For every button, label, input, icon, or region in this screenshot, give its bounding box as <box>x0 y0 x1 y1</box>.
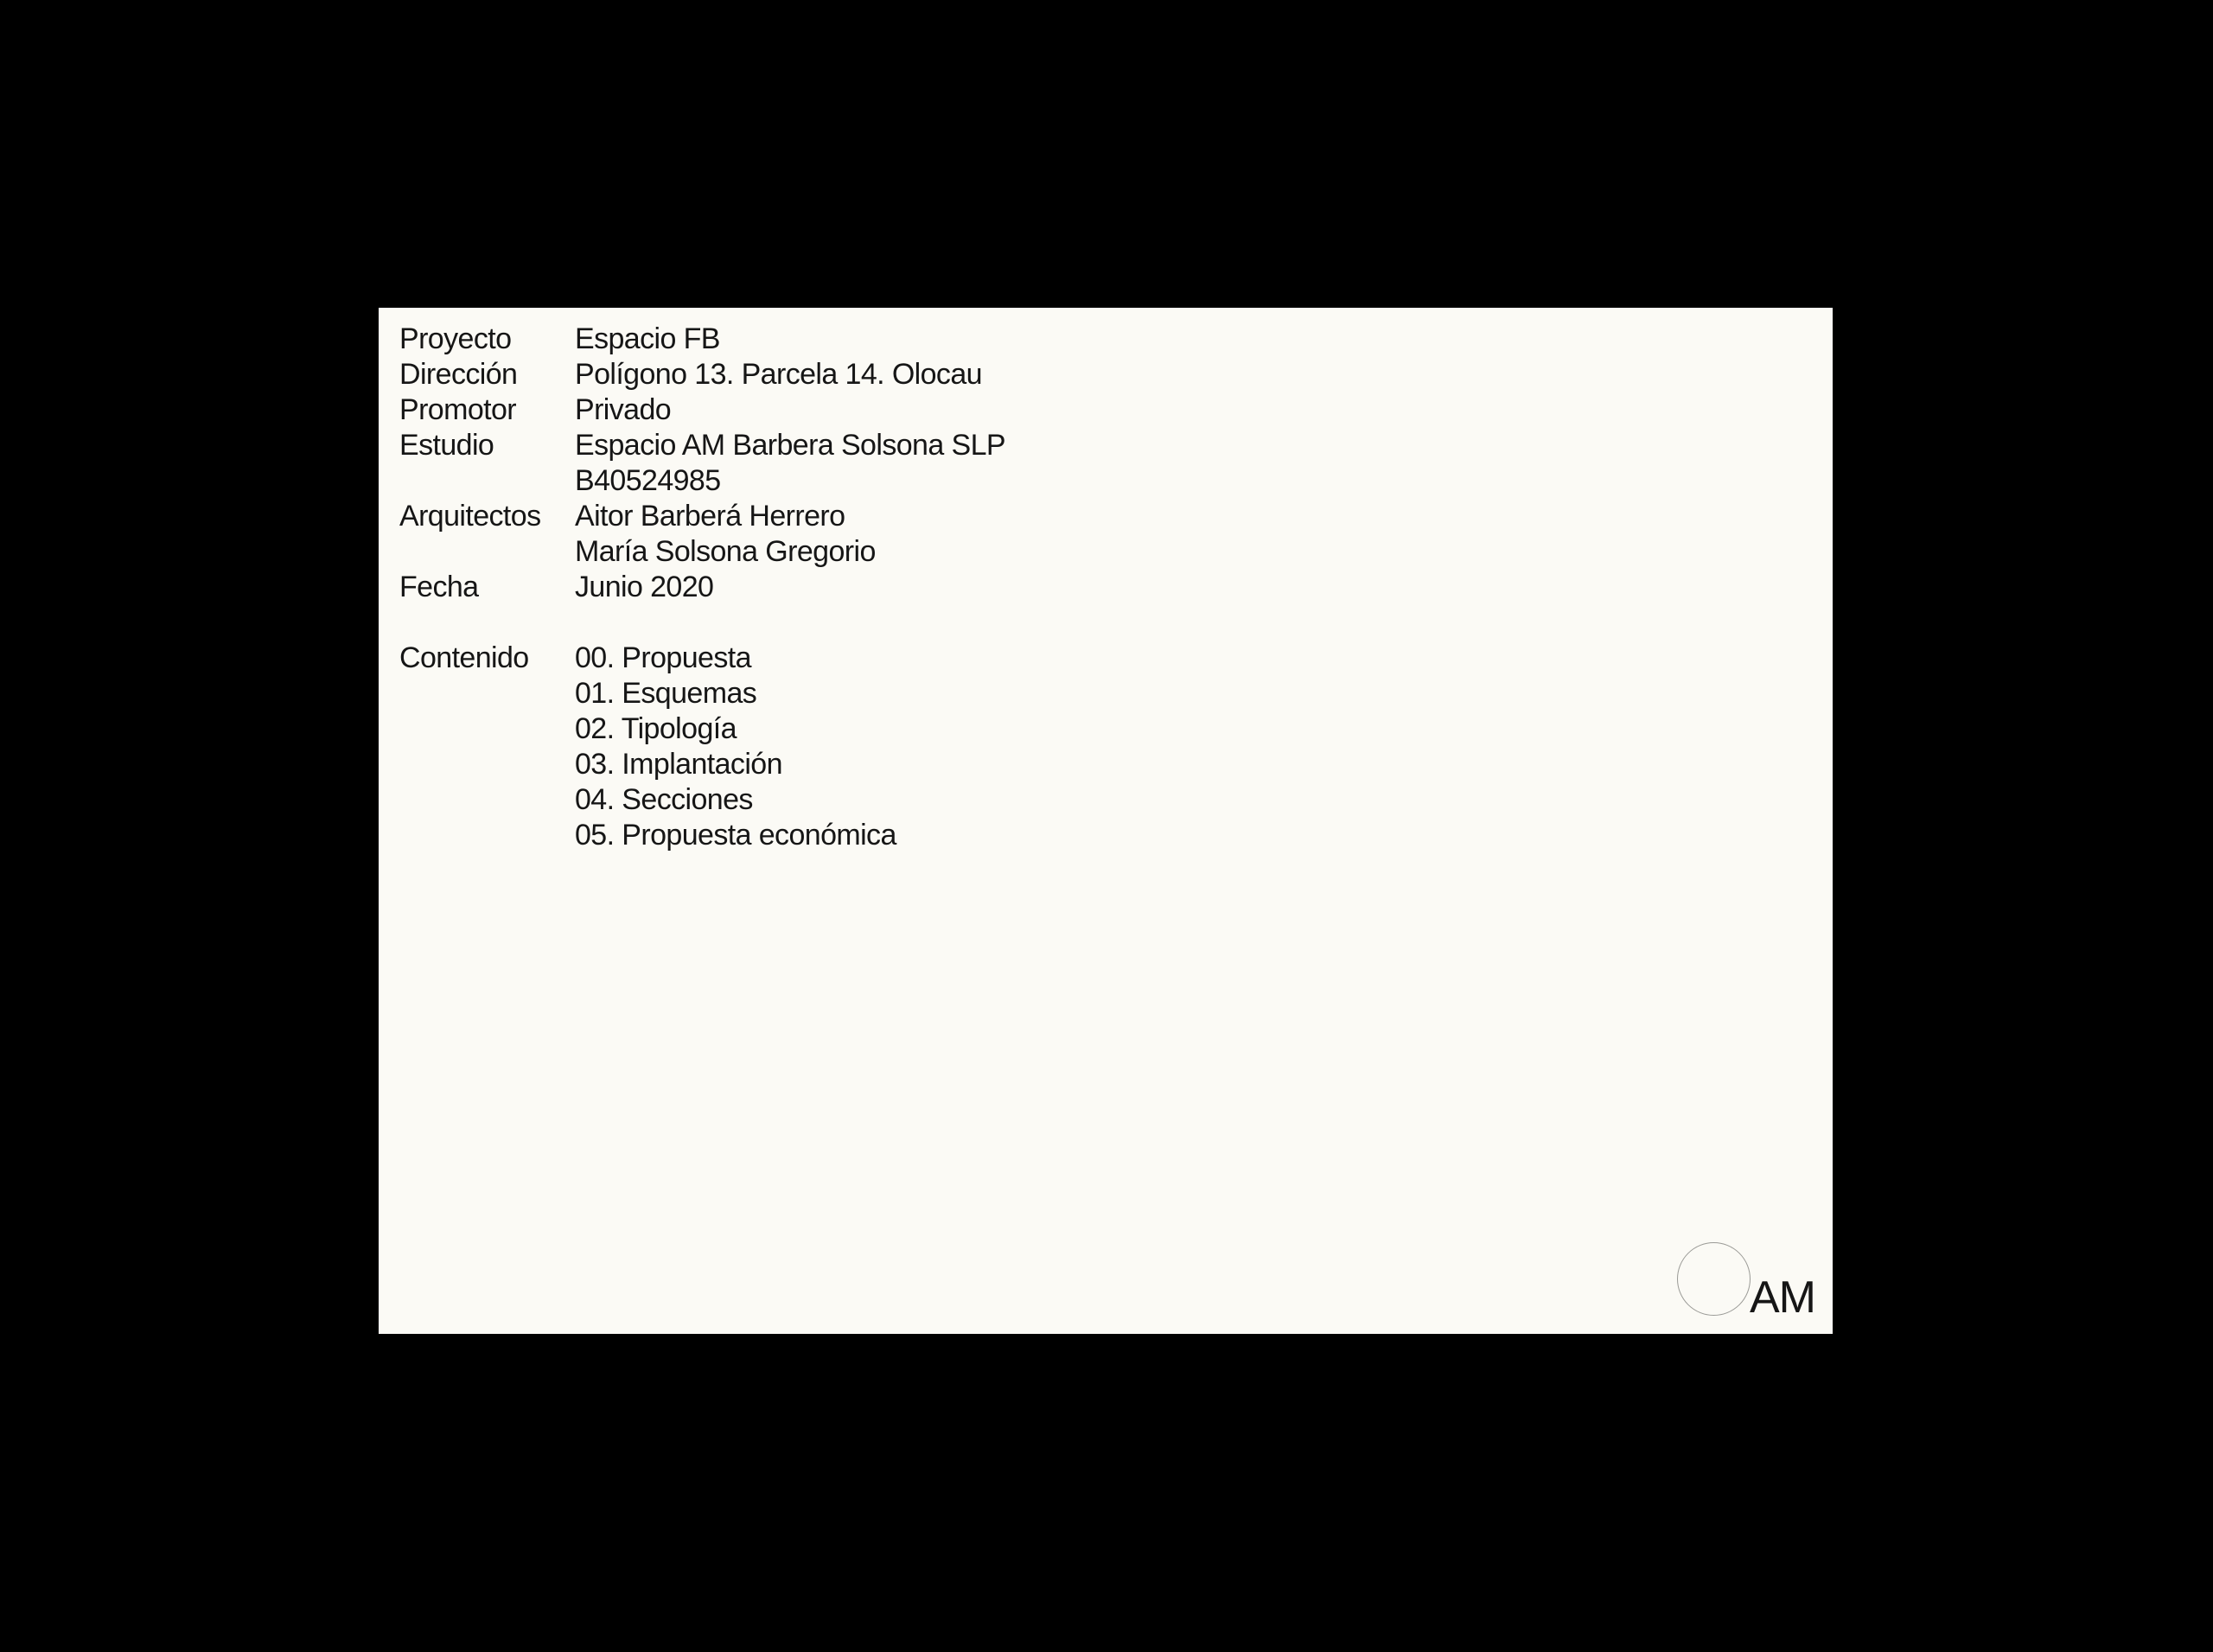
promoter-label: Promotor <box>399 393 517 426</box>
studio-tax-id: B40524985 <box>575 464 721 497</box>
contents-item: 00. Propuesta <box>575 641 751 674</box>
contents-item: 02. Tipología <box>575 712 737 745</box>
project-info-table <box>399 322 1005 853</box>
date-value: Junio 2020 <box>575 571 714 603</box>
project-label: Proyecto <box>399 322 512 355</box>
architects-row <box>399 499 1005 570</box>
architect-name: Aitor Barberá Herrero <box>575 500 845 533</box>
promoter-row <box>399 392 1005 428</box>
contents-item: 04. Secciones <box>575 783 753 816</box>
cover-sheet <box>379 308 1833 1334</box>
date-label: Fecha <box>399 571 479 603</box>
logo-circle-icon <box>1677 1242 1751 1316</box>
contents-item: 03. Implantación <box>575 748 782 781</box>
contents-label: Contenido <box>399 641 529 674</box>
contents-item: 01. Esquemas <box>575 677 757 710</box>
architects-label: Arquitectos <box>399 500 541 533</box>
date-row <box>399 570 1005 605</box>
studio-name: Espacio AM Barbera Solsona SLP <box>575 429 1005 462</box>
architect-name: María Solsona Gregorio <box>575 535 876 568</box>
studio-label: Estudio <box>399 429 494 462</box>
contents-list <box>575 641 896 853</box>
studio-row <box>399 428 1005 499</box>
studio-logo <box>1677 1242 1815 1323</box>
address-value: Polígono 13. Parcela 14. Olocau <box>575 358 982 391</box>
project-row <box>399 322 1005 357</box>
address-row <box>399 357 1005 392</box>
contents-item: 05. Propuesta económica <box>575 819 896 852</box>
contents-row <box>399 641 1005 853</box>
promoter-value: Privado <box>575 393 672 426</box>
logo-text: AM <box>1750 1272 1815 1323</box>
address-label: Dirección <box>399 358 518 391</box>
project-value: Espacio FB <box>575 322 720 355</box>
